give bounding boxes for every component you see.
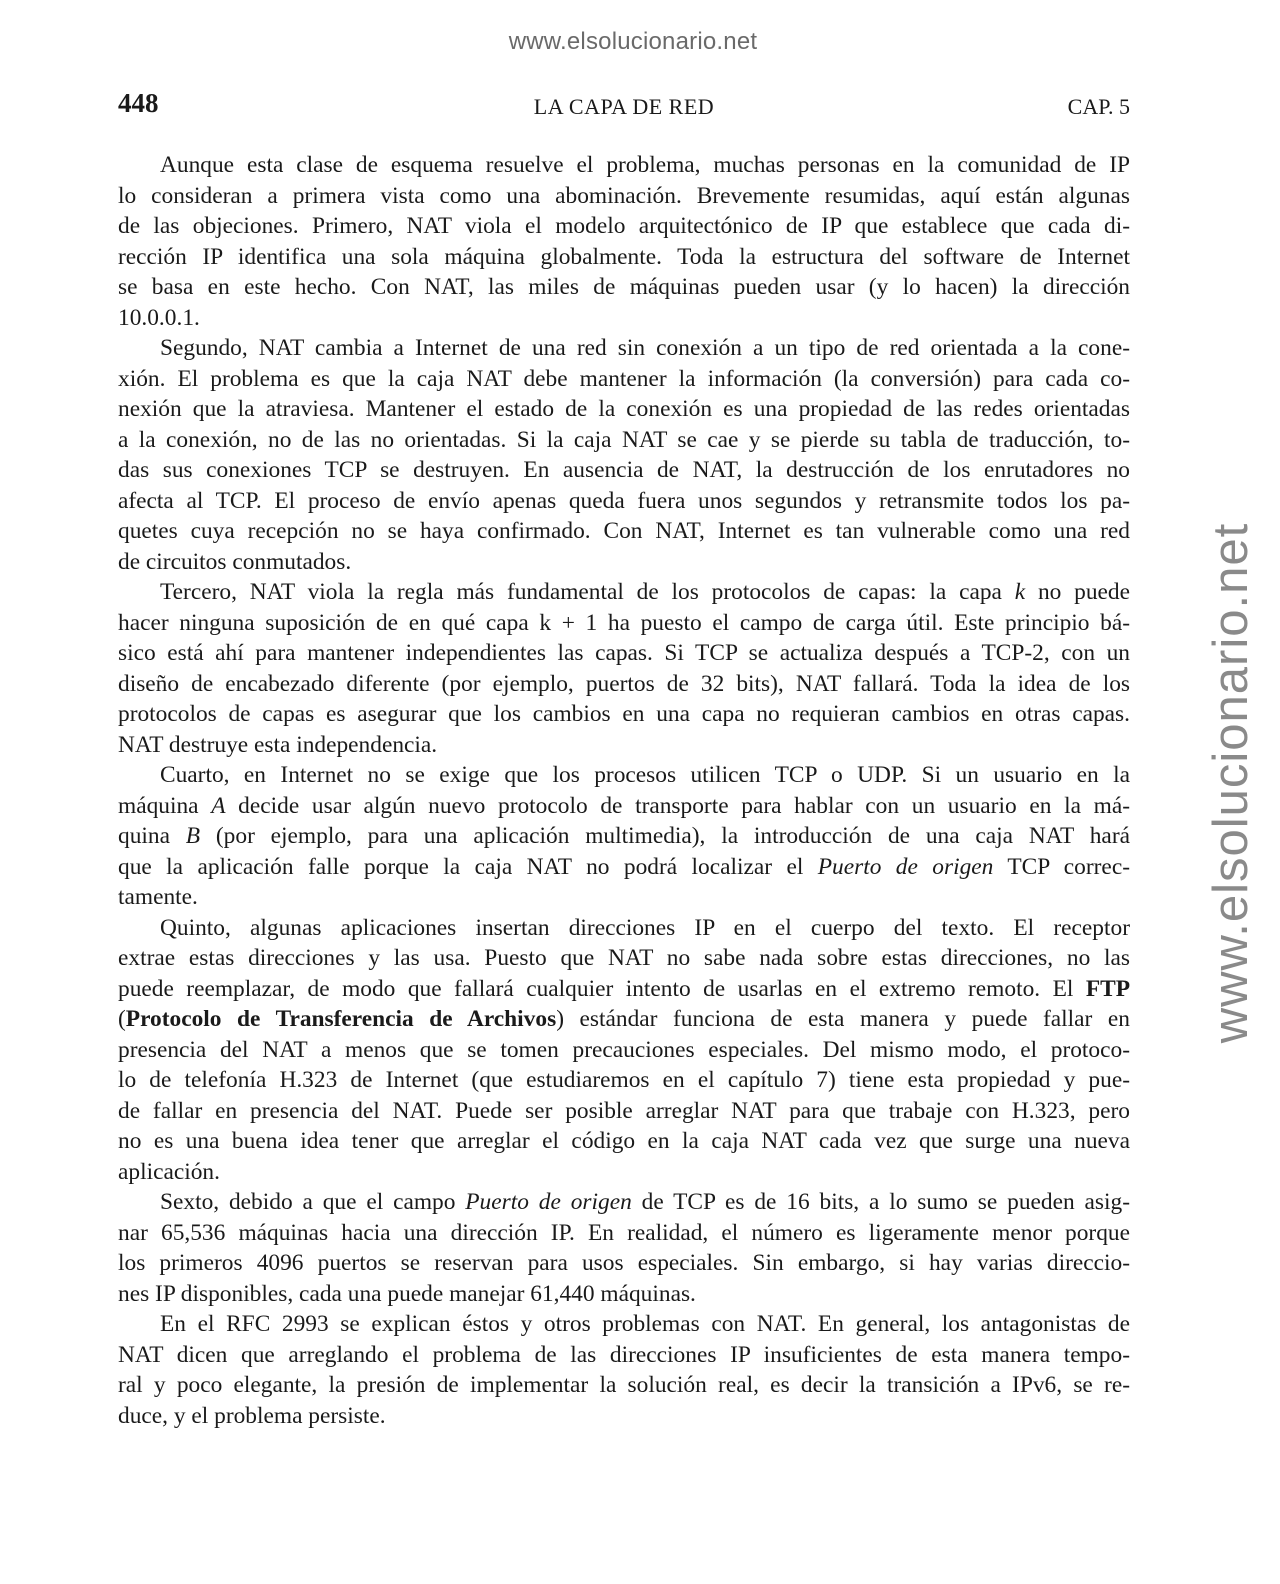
paragraph-line: Aunque esta clase de esquema resuelve el problema, muchas personas en la comunidad de IP [160, 152, 1130, 178]
paragraph-line: duce, y el problema persiste. [118, 1402, 386, 1429]
paragraph-line: afecta al TCP. El proceso de envío apenas queda fuera unos segundos y retransmite todos los pa- [118, 487, 1130, 514]
paragraph-line: sico está ahí para mantener independientes las capas. Si TCP se actualiza después a TCP-2, con un [118, 640, 1130, 666]
chapter-label: CAP. 5 [1067, 94, 1130, 119]
paragraph-line: hacer ninguna suposición de en qué capa k + 1 ha puesto el campo de carga útil. Este principio bá- [118, 609, 1130, 636]
paragraph-line: lo consideran a primera vista como una abominación. Brevemente resumidas, aquí están algunas [118, 182, 1130, 209]
paragraph-7 [118, 1309, 1130, 1431]
paragraph-line: quetes cuya recepción no se haya confirmado. Con NAT, Internet es tan vulnerable como una red [118, 518, 1130, 544]
paragraph-line: Tercero, NAT viola la regla más fundamental de los protocolos de capas: la capa k no puede [160, 579, 1130, 605]
paragraph-line: diseño de encabezado diferente (por ejemplo, puertos de 32 bits), NAT fallará. Toda la idea de los [118, 670, 1130, 697]
paragraph-line: tamente. [118, 884, 198, 910]
paragraph-line: En el RFC 2993 se explican éstos y otros problemas con NAT. En general, los antagonistas de [160, 1311, 1130, 1337]
paragraph-5 [118, 913, 1130, 1188]
paragraph-line: lo de telefonía H.323 de Internet (que estudiaremos en el capítulo 7) tiene esta propiedad y pue- [118, 1067, 1130, 1093]
paragraph-line: nes IP disponibles, cada una puede manejar 61,440 máquinas. [118, 1280, 696, 1307]
paragraph-line: se basa en este hecho. Con NAT, las miles de máquinas pueden usar (y lo hacen) la dirección [118, 274, 1130, 300]
paragraph-line: rección IP identifica una sola máquina globalmente. Toda la estructura del software de Internet [118, 243, 1130, 270]
paragraph-line: Cuarto, en Internet no se exige que los procesos utilicen TCP o UDP. Si un usuario en la [160, 762, 1130, 788]
paragraph-line: puede reemplazar, de modo que fallará cualquier intento de usarlas en el extremo remoto. El FTP [118, 975, 1130, 1002]
paragraph-line: extrae estas direcciones y las usa. Puesto que NAT no sabe nada sobre estas direcciones, no las [118, 945, 1130, 971]
chapter-title: LA CAPA DE RED [533, 94, 715, 119]
running-head [118, 88, 1130, 124]
paragraph-line: no es una buena idea tener que arreglar el código en la caja NAT cada vez que surge una nueva [118, 1128, 1130, 1154]
paragraph-line: presencia del NAT a menos que se tomen precauciones especiales. Del mismo modo, el protoco- [118, 1036, 1130, 1063]
paragraph-line: (Protocolo de Transferencia de Archivos) estándar funciona de esta manera y puede fallar en [118, 1006, 1130, 1032]
paragraph-4 [118, 760, 1130, 913]
watermark-side: www.elsolucionario.net [1204, 522, 1258, 1044]
paragraph-line: Segundo, NAT cambia a Internet de una red sin conexión a un tipo de red orientada a la cone- [160, 335, 1130, 361]
paragraph-line: de circuitos conmutados. [118, 548, 352, 575]
body-text [118, 150, 1130, 1431]
paragraph-line: 10.0.0.1. [118, 304, 200, 331]
paragraph-line: Sexto, debido a que el campo Puerto de origen de TCP es de 16 bits, a lo sumo se pueden asig- [160, 1189, 1130, 1215]
paragraph-line: aplicación. [118, 1158, 220, 1185]
paragraph-line: nexión que la atraviesa. Mantener el estado de la conexión es una propiedad de las redes orientadas [118, 396, 1130, 422]
paragraph-line: ral y poco elegante, la presión de implementar la solución real, es decir la transición a IPv6, se re- [118, 1372, 1130, 1398]
paragraph-line: NAT dicen que arreglando el problema de las direcciones IP insuficientes de esta manera tempo- [118, 1341, 1130, 1368]
paragraph-line: de las objeciones. Primero, NAT viola el modelo arquitectónico de IP que establece que cada di- [118, 213, 1130, 239]
paragraph-line: NAT destruye esta independencia. [118, 731, 438, 758]
paragraph-line: los primeros 4096 puertos se reservan para usos especiales. Sin embargo, si hay varias direccio- [118, 1250, 1130, 1276]
paragraph-6 [118, 1187, 1130, 1309]
paragraph-1 [118, 150, 1130, 333]
paragraph-line: protocolos de capas es asegurar que los cambios en una capa no requieran cambios en otras capas. [118, 701, 1130, 727]
paragraph-line: nar 65,536 máquinas hacia una dirección IP. En realidad, el número es ligeramente menor porque [118, 1219, 1130, 1246]
paragraph-line: Quinto, algunas aplicaciones insertan direcciones IP en el cuerpo del texto. El receptor [160, 914, 1130, 941]
watermark-top: www.elsolucionario.net [508, 28, 758, 55]
paragraph-line: que la aplicación falle porque la caja NAT no podrá localizar el Puerto de origen TCP correc- [118, 853, 1130, 880]
paragraph-line: de fallar en presencia del NAT. Puede ser posible arreglar NAT para que trabaje con H.323, pero [118, 1097, 1130, 1124]
paragraph-line: a la conexión, no de las no orientadas. Si la caja NAT se cae y se pierde su tabla de traducción, to- [118, 426, 1130, 453]
page-number: 448 [118, 88, 159, 118]
paragraph-line: máquina A decide usar algún nuevo protocolo de transporte para hablar con un usuario en la má- [118, 792, 1130, 819]
paragraph-line: quina B (por ejemplo, para una aplicación multimedia), la introducción de una caja NAT hará [118, 823, 1130, 849]
paragraph-2 [118, 333, 1130, 577]
paragraph-line: xión. El problema es que la caja NAT debe mantener la información (la conversión) para cada co- [118, 365, 1130, 392]
paragraph-3 [118, 577, 1130, 760]
paragraph-line: das sus conexiones TCP se destruyen. En ausencia de NAT, la destrucción de los enrutadores no [118, 457, 1130, 483]
